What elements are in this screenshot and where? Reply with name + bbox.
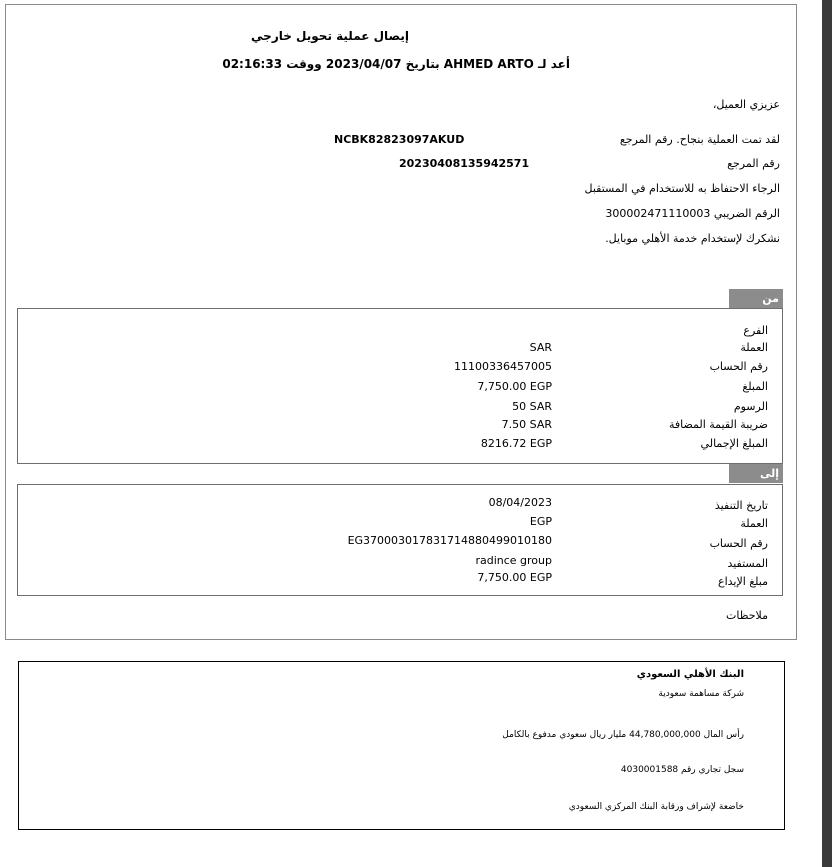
- from-row-label: الفرع: [743, 324, 768, 337]
- from-row-label: المبلغ: [742, 380, 768, 393]
- from-section-tab: [729, 289, 783, 308]
- to-row-label: مبلغ الإيداع: [718, 575, 768, 588]
- footer-bank-name: البنك الأهلي السعودي: [636, 669, 744, 680]
- thanks-note: نشكرك لإستخدام خدمة الأهلي موبايل.: [605, 232, 780, 245]
- ref-value: 20230408135942571: [399, 157, 530, 170]
- footer-company-type: شركة مساهمة سعودية: [658, 689, 744, 699]
- from-section-tab-label: من: [762, 292, 779, 305]
- to-row-value: EG370003017831714880499010180: [347, 534, 552, 547]
- prepared-line: أعد لـ AHMED ARTO بتاريخ 2023/04/07 ووقت 02:16:33: [222, 57, 570, 71]
- from-row-label: الرسوم: [733, 400, 768, 413]
- notes-label: ملاحظات: [726, 609, 768, 622]
- footer-capital: رأس المال 44,780,000,000 مليار ريال سعودي مدفوع بالكامل: [502, 730, 744, 740]
- to-row-label: المستفيد: [727, 557, 768, 570]
- to-row-value: 7,750.00 EGP: [477, 571, 552, 584]
- to-row-value: radince group: [475, 554, 552, 567]
- greeting: عزيزي العميل،: [712, 98, 780, 111]
- to-row-label: العملة: [740, 517, 768, 530]
- receipt-title: إيصال عملية تحويل خارجي: [251, 29, 409, 43]
- ref-label: رقم المرجع: [727, 157, 780, 170]
- to-row-value: 08/04/2023: [488, 496, 552, 509]
- success-reference-value: NCBK82823097AKUD: [334, 133, 465, 146]
- to-row-label: تاريخ التنفيذ: [714, 499, 768, 512]
- from-row-label: ضريبة القيمة المضافة: [668, 418, 768, 431]
- keep-note: الرجاء الاحتفاظ به للاستخدام في المستقبل: [584, 182, 780, 195]
- success-label: لقد تمت العملية بنجاح. رقم المرجع: [619, 133, 780, 146]
- to-row-label: رقم الحساب: [709, 537, 768, 550]
- from-row-value: 7.50 SAR: [501, 418, 552, 431]
- footer-cr-number: سجل تجاري رقم 4030001588: [620, 765, 744, 775]
- from-row-value: 11100336457005: [454, 360, 552, 373]
- scrollbar-track[interactable]: [822, 0, 832, 867]
- from-row-label: المبلغ الإجمالي: [700, 437, 768, 450]
- to-section-tab-label: إلى: [759, 467, 779, 480]
- from-row-label: العملة: [740, 341, 768, 354]
- to-section-tab: [729, 464, 783, 483]
- tax-number: الرقم الضريبي 300002471110003: [605, 207, 780, 220]
- from-section-box: [17, 308, 783, 464]
- from-row-value: SAR: [529, 341, 552, 354]
- from-row-value: 7,750.00 EGP: [477, 380, 552, 393]
- to-row-value: EGP: [529, 515, 552, 528]
- from-row-value: 50 SAR: [512, 400, 552, 413]
- from-row-label: رقم الحساب: [709, 360, 768, 373]
- from-row-value: 8216.72 EGP: [480, 437, 552, 450]
- footer-supervision: خاضعة لإشراف ورقابة البنك المركزي السعودي: [568, 802, 744, 812]
